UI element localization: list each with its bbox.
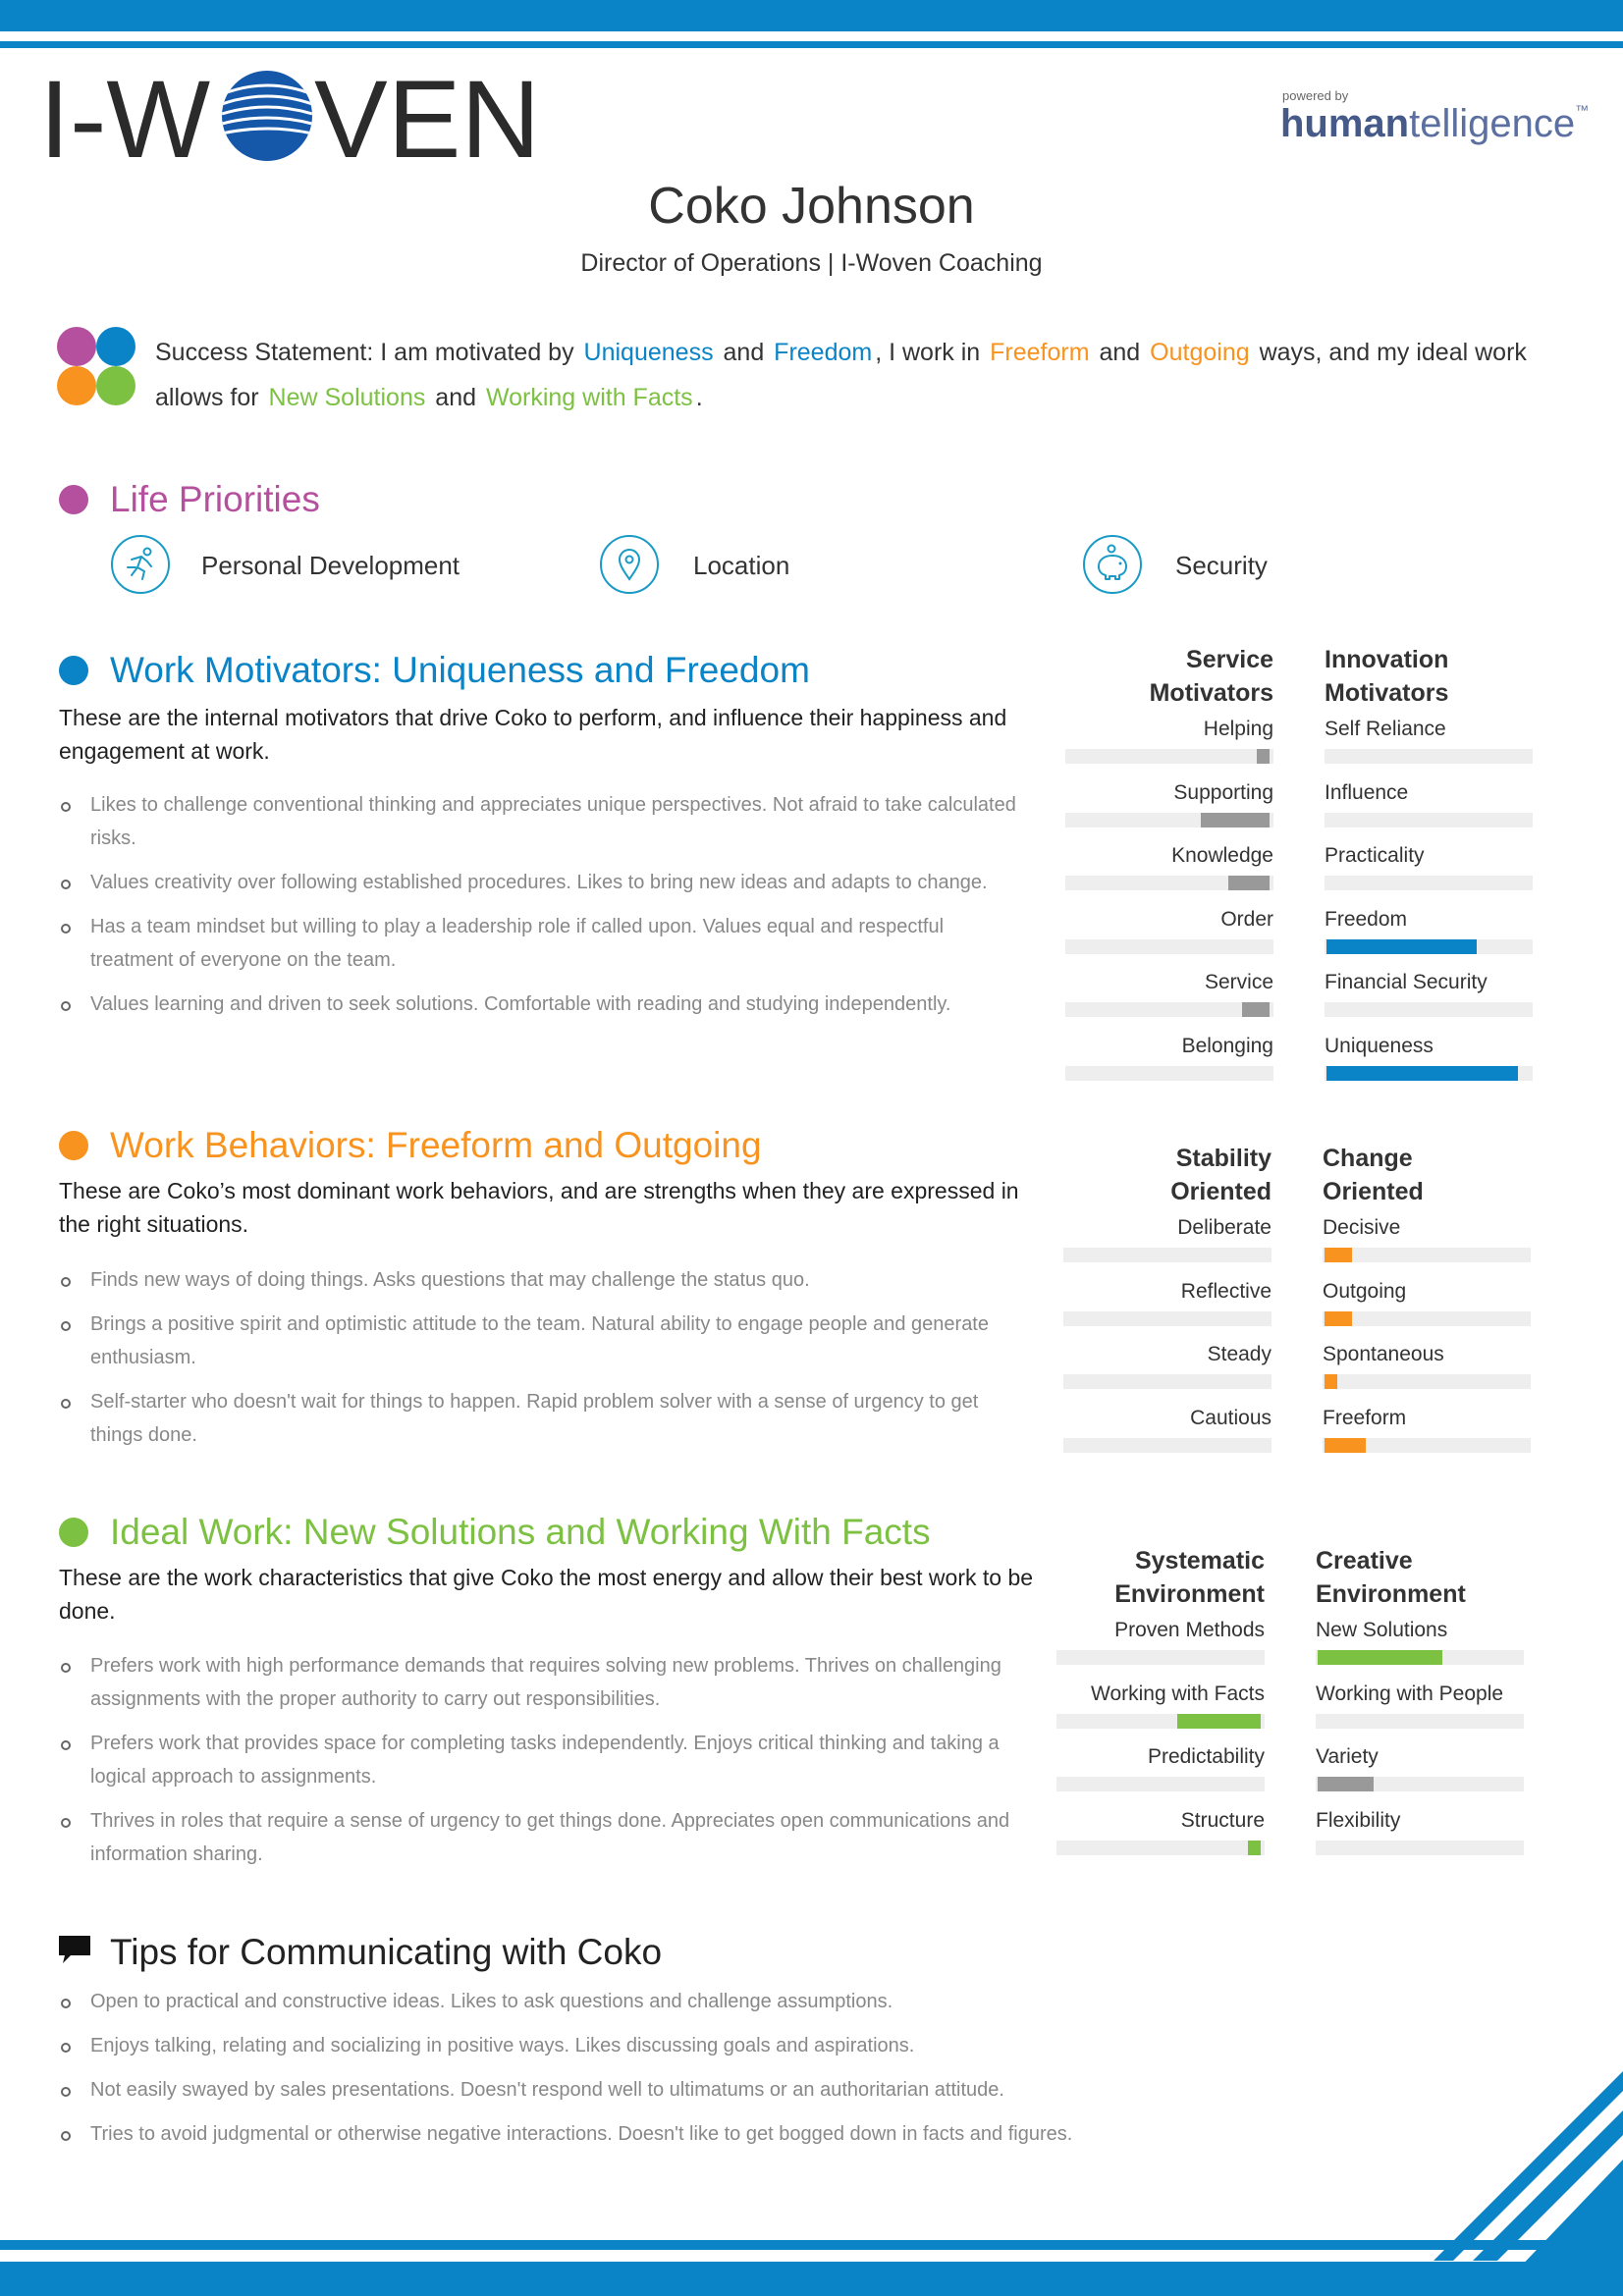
left-bar-track [1056, 1650, 1265, 1665]
powered-by-label: powered by [1282, 88, 1349, 103]
left-bar-track [1065, 749, 1273, 764]
priority-label: Personal Development [201, 551, 460, 580]
left-bar-label: Reflective [1180, 1279, 1271, 1303]
left-bar-fill [1248, 1841, 1261, 1855]
motivators-title: Work Motivators: Uniqueness and Freedom [110, 650, 810, 690]
behaviors-title: Work Behaviors: Freeform and Outgoing [110, 1125, 762, 1165]
right-bar-label: Practicality [1325, 844, 1425, 867]
head-line: Innovation [1325, 646, 1449, 673]
right-bar-fill [1326, 939, 1477, 954]
right-bar-track [1325, 1002, 1533, 1017]
head-line: Environment [1114, 1580, 1265, 1608]
left-bar-track [1056, 1714, 1265, 1729]
ideal-intro: These are the work characteristics that give Coko the most energy and allow their best work to be done. [59, 1565, 1034, 1624]
right-bar-fill [1325, 1311, 1352, 1326]
right-bar-fill [1325, 1438, 1366, 1453]
bullet-item: Likes to challenge conventional thinking and appreciates unique perspectives. Not afraid to take calculated risks. [59, 788, 1031, 855]
ideal-bullets [59, 1649, 1031, 1882]
right-bar-track [1316, 1650, 1524, 1665]
left-bar-label: Predictability [1147, 1745, 1265, 1768]
left-bar-label: Supporting [1173, 780, 1273, 804]
right-bar-label: Flexibility [1316, 1808, 1401, 1832]
right-bar-label: Spontaneous [1323, 1343, 1444, 1365]
left-bar-track [1056, 1777, 1265, 1791]
top-band-thin [0, 41, 1623, 48]
right-bar-track [1325, 876, 1533, 890]
right-bar-label: Working with People [1316, 1682, 1504, 1705]
bottom-band [0, 2262, 1623, 2296]
right-bar-fill [1325, 1374, 1337, 1389]
motivators-intro: These are the internal motivators that drive Coko to perform, and influence their happiness and engagement at work. [59, 705, 1007, 764]
left-bar-label: Helping [1203, 718, 1273, 740]
left-bar-track [1065, 1066, 1273, 1081]
bullet-item: Values creativity over following established procedures. Likes to bring new ideas and adapts to change. [59, 866, 1031, 899]
right-bar-track [1325, 939, 1533, 954]
left-bar-label: Order [1220, 907, 1273, 931]
bullet-item: Finds new ways of doing things. Asks questions that may challenge the status quo. [59, 1263, 1031, 1297]
bullet-item: Brings a positive spirit and optimistic attitude to the team. Natural ability to engage people and generate enthusiasm. [59, 1308, 1031, 1374]
right-bar-label: Outgoing [1323, 1279, 1407, 1303]
svg-text:I-W: I-W [39, 58, 211, 181]
left-bar-label: Belonging [1181, 1034, 1273, 1057]
iwoven-logo [39, 58, 541, 181]
right-bar-label: Freeform [1323, 1406, 1407, 1429]
left-bar-track [1065, 876, 1273, 890]
bullet-item: Tries to avoid judgmental or otherwise negative interactions. Doesn't like to get bogged down in facts and figures. [59, 2117, 1335, 2151]
right-bar-track [1316, 1714, 1524, 1729]
right-column-head [1316, 1544, 1524, 1611]
priority-label: Security [1175, 551, 1268, 580]
head-line: Motivators [1149, 679, 1273, 707]
right-bar-fill [1318, 1650, 1442, 1665]
left-bar-label: Service [1204, 971, 1273, 993]
motivators-bars [1065, 643, 1537, 1095]
left-bar-fill [1177, 1714, 1261, 1729]
left-bar-track [1065, 1002, 1273, 1017]
head-line: Creative [1316, 1547, 1413, 1575]
head-line: Service [1186, 646, 1273, 673]
right-bar-label: Decisive [1323, 1216, 1401, 1239]
left-bar-label: Cautious [1190, 1406, 1271, 1429]
svg-text:VEN: VEN [314, 58, 541, 181]
right-bar-track [1316, 1777, 1524, 1791]
right-bar-label: Influence [1325, 780, 1409, 804]
left-bar-track [1065, 813, 1273, 828]
right-bar-fill [1325, 1248, 1352, 1262]
priorities-dot [59, 485, 88, 514]
head-line: Oriented [1170, 1178, 1271, 1205]
left-bar-track [1063, 1248, 1271, 1262]
behaviors-bars [1063, 1142, 1535, 1466]
piggy-bank-icon [1082, 534, 1143, 595]
right-bar-track [1323, 1248, 1531, 1262]
bullet-item: Open to practical and constructive ideas. Likes to ask questions and challenge assumptions. [59, 1985, 1335, 2018]
corner-stripes [1434, 2071, 1623, 2296]
bullet-item: Values learning and driven to seek solutions. Comfortable with reading and studying independently. [59, 988, 1031, 1021]
right-bar-track [1323, 1311, 1531, 1326]
tips-title: Tips for Communicating with Coko [110, 1932, 663, 1972]
left-column-head [1056, 1544, 1265, 1611]
left-bar-fill [1201, 813, 1270, 828]
map-pin-icon [599, 534, 660, 595]
right-bar-label: Freedom [1325, 907, 1408, 931]
right-bar-label: New Solutions [1316, 1619, 1448, 1641]
left-bar-label: Working with Facts [1091, 1682, 1265, 1705]
ideal-title: Ideal Work: New Solutions and Working With Facts [110, 1512, 931, 1552]
left-column-head [1063, 1142, 1271, 1208]
right-bar-fill [1318, 1777, 1374, 1791]
right-bar-track [1325, 749, 1533, 764]
left-bar-track [1063, 1438, 1271, 1453]
right-column-head [1325, 643, 1533, 710]
motivators-bullets [59, 788, 1031, 1032]
bullet-item: Not easily swayed by sales presentations. Doesn't respond well to ultimatums or an authoritarian attitude. [59, 2073, 1335, 2107]
bullet-item: Thrives in roles that require a sense of urgency to get things done. Appreciates open communications and information sharing. [59, 1804, 1031, 1871]
profile-name: Coko Johnson [648, 178, 975, 235]
right-bar-fill [1326, 1066, 1518, 1081]
left-bar-track [1063, 1374, 1271, 1389]
left-bar-label: Proven Methods [1114, 1619, 1265, 1641]
right-bar-track [1316, 1841, 1524, 1855]
right-bar-label: Financial Security [1325, 971, 1488, 993]
head-line: Motivators [1325, 679, 1449, 707]
left-bar-track [1056, 1841, 1265, 1855]
bullet-item: Self-starter who doesn't wait for things to happen. Rapid problem solver with a sense of urgency to get things done. [59, 1385, 1031, 1452]
right-bar-label: Self Reliance [1325, 718, 1446, 740]
left-bar-track [1063, 1311, 1271, 1326]
bullet-item: Enjoys talking, relating and socializing in positive ways. Likes discussing goals and aspirations. [59, 2029, 1335, 2062]
profile-subtitle: Director of Operations | I-Woven Coaching [580, 249, 1043, 277]
top-band [0, 0, 1623, 31]
priority-label: Location [693, 551, 790, 580]
left-bar-fill [1228, 876, 1270, 890]
behaviors-intro: These are Coko’s most dominant work behaviors, and are strengths when they are expressed in the right situations. [59, 1178, 1019, 1237]
behaviors-dot [59, 1131, 88, 1160]
motivators-dot [59, 656, 88, 685]
bottom-band-thin [0, 2240, 1623, 2250]
right-bar-label: Variety [1316, 1745, 1379, 1768]
head-line: Oriented [1323, 1178, 1424, 1205]
bullet-item: Prefers work with high performance demands that requires solving new problems. Thrives on challenging assignments with the proper authority to carry out responsibilities. [59, 1649, 1031, 1716]
head-line: Environment [1316, 1580, 1466, 1608]
bullet-item: Prefers work that provides space for completing tasks independently. Enjoys critical thinking and taking a logical approach to assignments. [59, 1727, 1031, 1793]
left-bar-fill [1257, 749, 1270, 764]
tips-bullets [59, 1985, 1335, 2162]
head-line: Systematic [1134, 1547, 1265, 1575]
left-bar-fill [1242, 1002, 1270, 1017]
head-line: Stability [1175, 1145, 1271, 1172]
left-bar-label: Deliberate [1177, 1216, 1271, 1239]
ideal-dot [59, 1518, 88, 1547]
humantelligence-logo: humantelligence™ [1280, 102, 1590, 145]
left-column-head [1065, 643, 1273, 710]
left-bar-label: Steady [1207, 1343, 1271, 1365]
right-bar-track [1323, 1438, 1531, 1453]
success-statement: Success Statement: I am motivated by Uniqueness and Freedom , I work in Freeform and Outgoing ways, and my ideal work allows for New Solutions and Working with Facts . [155, 339, 1527, 411]
behaviors-bullets [59, 1263, 1031, 1463]
right-column-head [1323, 1142, 1531, 1208]
runner-icon [110, 534, 171, 595]
right-bar-label: Uniqueness [1325, 1034, 1434, 1057]
right-bar-track [1325, 813, 1533, 828]
priorities-title: Life Priorities [110, 479, 320, 519]
speech-bubble-icon [59, 1936, 90, 1965]
bullet-item: Has a team mindset but willing to play a leadership role if called upon. Values equal and respectful treatment of everyone on the team. [59, 910, 1031, 977]
ideal-bars [1056, 1544, 1538, 1868]
right-bar-track [1325, 1066, 1533, 1081]
left-bar-label: Structure [1180, 1808, 1265, 1832]
left-bar-label: Knowledge [1171, 844, 1273, 867]
right-bar-track [1323, 1374, 1531, 1389]
head-line: Change [1323, 1145, 1413, 1172]
success-dots-icon [57, 327, 135, 405]
left-bar-track [1065, 939, 1273, 954]
